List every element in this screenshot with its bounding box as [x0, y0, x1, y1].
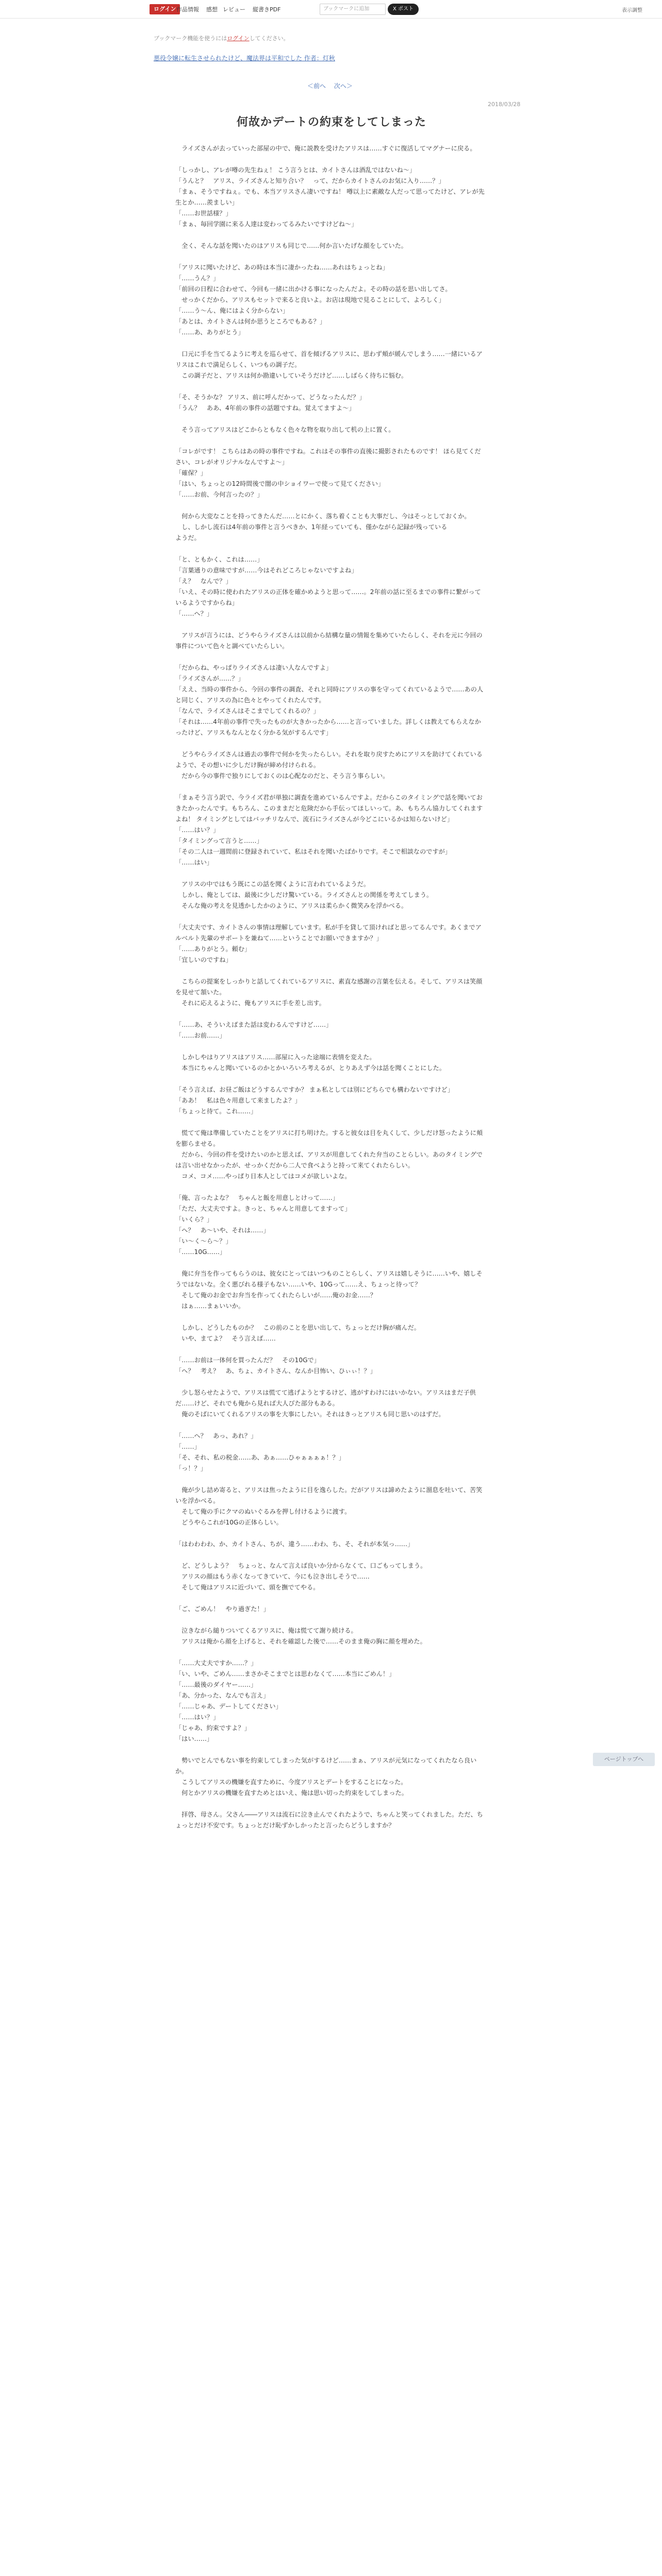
body-paragraph: 「しっかし、アレが噂の先生ねぇ！ こう言うとは、カイトさんは酒乱ではないね〜」	[175, 166, 416, 174]
body-paragraph	[175, 1117, 485, 1128]
body-paragraph: 拝啓、母さん。父さん――アリスは流石に泣き止んでくれたようで、ちゃんと笑ってくれました。ただ、ちょっとだけ不安です。ちょっとだけ恥ずかしかったと言ったらどうしますか？	[175, 1811, 483, 1829]
body-paragraph: 「そう言えば、お昼ご飯はどうするんですか？ まぁ私としては別にどちらでも構わないですけど」	[175, 1086, 454, 1093]
body-paragraph: 「ライズさんが……？」	[175, 675, 244, 682]
body-paragraph	[175, 544, 485, 554]
body-paragraph: アリスが言うには、どうやらライズさんは以前から結構な量の情報を集めていたらしく、それを元に今回の事件について色々と調べていたらしい。	[175, 632, 483, 650]
body-paragraph: 「確保？」	[175, 469, 207, 477]
body-paragraph	[175, 652, 485, 663]
notice-text-post: してください。	[249, 35, 289, 42]
body-paragraph: 「その二人は一週間前に登録されていて、私はそれを聞いたばかりです。そこで相談なのですが」	[175, 848, 452, 855]
bookmark-notice	[154, 34, 289, 42]
body-paragraph: どうやらこれが10Gの正体らしい。	[175, 1519, 283, 1526]
body-paragraph: そして俺のお金でお弁当を作ってくれたらしいが……俺のお金……？	[175, 1292, 376, 1299]
body-paragraph: 「いくら？」	[175, 1216, 213, 1223]
body-paragraph: 「タイミングって言うと……」	[175, 837, 263, 844]
body-paragraph: 「……ありがとう。頼む」	[175, 945, 251, 953]
body-paragraph: せっかくだから、アリスもセットで来ると良いよ。お店は現地で見ることにして、よろしく」	[175, 296, 445, 303]
body-paragraph	[175, 251, 485, 262]
body-paragraph: ようだ。	[175, 534, 201, 541]
body-paragraph: だから今の事件で独りにしておくのは心配なのだと、そう言う事らしい。	[175, 772, 389, 779]
body-paragraph: そして俺の手にクマのぬいぐるみを押し付けるように渡す。	[175, 1508, 351, 1515]
body-paragraph: 口元に手を当てるように考えを巡らせて、首を傾げるアリスに、思わず頬が緩んでしまう……一緒にいるアリスはこれで満足らしく、いつもの調子だ。	[175, 350, 483, 368]
body-paragraph: 俺のそばにいてくれるアリスの事を大事にしたい。それはきっとアリスも同じ思いのはずだ。	[175, 1411, 445, 1418]
body-paragraph: 「ちょっと待て。これ……」	[175, 1108, 257, 1115]
body-paragraph: 「……はい」	[175, 859, 213, 866]
body-paragraph: 「……10G……」	[175, 1248, 226, 1256]
body-paragraph: 「……はい？」	[175, 826, 220, 834]
login-button[interactable]: ログイン	[150, 4, 180, 14]
body-paragraph: 慌てて俺は準備していたことをアリスに打ち明けた。すると彼女は目を丸くして、少しだけ怒ったように頬を膨らませる。	[175, 1129, 483, 1147]
body-paragraph	[175, 500, 485, 511]
bookmark-add-box[interactable]: ブックマークに追加	[320, 4, 386, 15]
body-paragraph: ライズさんが去っていった部屋の中で、俺に説教を受けたアリスは……すぐに復活してマグナーに戻る。	[175, 145, 476, 152]
body-paragraph: 「あとは、カイトさんは何か思うところでもある？」	[175, 318, 326, 325]
body-paragraph	[175, 619, 485, 630]
body-paragraph: 「……はい？」	[175, 1714, 220, 1721]
body-paragraph: 「……う〜ん、俺にはよく分からない」	[175, 307, 289, 314]
body-paragraph	[175, 154, 485, 165]
body-paragraph: 何から大変なことを持ってきたんだ……とにかく、落ち着くことも大事だし、今はそっとしておくか。	[175, 513, 471, 520]
nav-item-review[interactable]: レビュー	[223, 6, 245, 13]
body-paragraph	[175, 435, 485, 446]
body-paragraph: 「じゃあ、約束ですよ？」	[175, 1724, 251, 1732]
body-paragraph: 「はい、ちょっとの12時間後で闇の中ショイワーで使って見てください」	[175, 480, 385, 487]
post-date: 2018/03/28	[488, 101, 521, 108]
body-paragraph	[175, 1074, 485, 1084]
body-paragraph: 「へ？ あ〜いや、それは……」	[175, 1227, 270, 1234]
body-paragraph: しかし、どうしたものか？ この前のことを思い出して、ちょっとだけ胸が痛んだ。	[175, 1324, 421, 1331]
body-paragraph: 「まぁそう言う訳で、今ライズ君が単独に調査を進めているんですよ。だからこのタイミングで話を聞いておきたかったんです。もちろん、このままだと危険だから手伝ってほしいって。あ、もちろん協力してくれますよね！ タイミングとしてはバッチリなんで、流石にライズさんが今どこにいるかは知らないけど」	[175, 794, 483, 823]
body-paragraph: 勢いでとんでもない事を約束してしまった気がするけど……まぁ、アリスが元気になってくれたなら良いか。	[175, 1757, 477, 1775]
body-paragraph: 「大丈夫です、カイトさんの事情は理解しています。私が手を貸して頂ければと思ってるんです。あくまでアルベルト先輩のサポートを兼ねて……ということでお願いできますか？」	[175, 924, 482, 942]
body-paragraph: こちらの提案をしっかりと話してくれているアリスに、素直な感謝の言葉を伝える。そして、アリスは笑顔を見せて頷いた。	[175, 978, 483, 996]
chapter-body	[175, 143, 485, 1831]
body-paragraph: 「うんと？ アリス、ライズさんと知り合い？ って、だからカイトさんのお気に入り……？」	[175, 177, 445, 184]
body-paragraph: 「言葉通りの意味ですが……今はそれどころじゃないですよね」	[175, 567, 358, 574]
body-paragraph: 「……お世話様？」	[175, 210, 232, 217]
body-paragraph: 「そ、そうかな？ アリス、前に呼んだかって、どうなったんだ？」	[175, 394, 366, 401]
page-top-button[interactable]: ページトップへ	[593, 1753, 655, 1766]
body-paragraph	[175, 338, 485, 349]
body-paragraph	[175, 1182, 485, 1193]
body-paragraph	[175, 1420, 485, 1431]
body-paragraph: 「……大丈夫ですか……？」	[175, 1659, 257, 1667]
body-paragraph: 本当にちゃんと聞いているのかとかいろいろ考えるが、とりあえず今は話を聞くことにした。	[175, 1064, 446, 1072]
body-paragraph: アリスの中ではもう既にこの話を聞くように言われているようだ。	[175, 880, 370, 888]
body-paragraph: どうやらライズさんは過去の事件で何かを失ったらしい。それを取り戻すためにアリスを助けてくれているようで、その想いに少しだけ胸が締め付けられる。	[175, 751, 483, 769]
body-paragraph: 「ええ、当時の事件から、今回の事件の調査、それと同時にアリスの事を守ってくれているようで……あの人と同じく、アリスの為に色々とやってくれたんです。	[175, 686, 484, 704]
body-paragraph	[175, 230, 485, 241]
pager-top	[304, 81, 356, 90]
body-paragraph	[175, 1528, 485, 1539]
body-paragraph	[175, 1799, 485, 1809]
body-paragraph: 「俺、言ったよな？ ちゃんと飯を用意しとけって……」	[175, 1194, 339, 1201]
body-paragraph: アリスは俺から顔を上げると、それを確認した後で……そのまま俺の胸に顔を埋めた。	[175, 1638, 426, 1645]
body-paragraph: 俺が少し詰め寄ると、アリスは焦ったように目を逸らした。だがアリスは諦めたように溜息を吐いて、苦笑いを浮かべる。	[175, 1486, 483, 1504]
body-paragraph: 「……あ、そういえばまた話は変わるんですけど……」	[175, 1021, 333, 1028]
body-paragraph: 「……へ？」	[175, 610, 213, 617]
body-paragraph: 「いえ、その時に使われたアリスの正体を確かめようと思って……。2年前の話に至るまでの事件に繋がっているようですからね」	[175, 588, 481, 606]
body-paragraph: 「あ、分かった、なんでも言え」	[175, 1692, 270, 1699]
body-paragraph: しかしやはりアリスはアリス……部屋に入った途端に表情を変えた。	[175, 1054, 376, 1061]
body-paragraph: 「い〜く〜ら〜？」	[175, 1238, 232, 1245]
body-paragraph: 「……へ？ あっ、あれ？」	[175, 1432, 257, 1439]
body-paragraph	[175, 1647, 485, 1658]
body-paragraph: 「前回の日程に合わせて、今回も一緒に出かける事になったんだよ。その時の話を思い出してさ。	[175, 285, 452, 293]
body-paragraph: アリスの顔はもう赤くなってきていて、今にも泣き出しそうで……	[175, 1573, 370, 1580]
body-paragraph: 「はい……」	[175, 1735, 213, 1742]
nav-item-info[interactable]: 作品情報	[176, 6, 199, 13]
body-paragraph: 全く、そんな話を聞いたのはアリスも同じで……何か言いたげな顔をしていた。	[175, 242, 407, 249]
body-paragraph	[175, 1312, 485, 1323]
body-paragraph: 「まぁ、毎回学園に来る人達は変わってるみたいですけどね〜」	[175, 221, 358, 228]
notice-login-link[interactable]: ログイン	[227, 35, 250, 42]
body-paragraph: 「……じゃあ、デートしてください」	[175, 1703, 282, 1710]
body-paragraph	[175, 1009, 485, 1020]
next-link[interactable]: 次へ＞	[334, 82, 353, 90]
body-paragraph: 何とかアリスの機嫌を直すためとはいえ、俺は思い切った約束をしてしまった。	[175, 1789, 408, 1797]
body-paragraph	[175, 1744, 485, 1755]
body-paragraph: 「コレがです！ こちらはあの時の事件ですね。これはその事件の直後に撮影されたものです！ ほら見てください、コレがオリジナルなんですよ〜」	[175, 448, 481, 466]
body-paragraph: そして俺はアリスに近づいて、頭を撫でてやる。	[175, 1584, 320, 1591]
body-paragraph: 「……お前、今何言ったの？」	[175, 491, 263, 498]
notice-text-pre: ブックマーク機能を使うには	[154, 35, 227, 42]
body-paragraph: 「……うん？」	[175, 275, 220, 282]
body-paragraph: 「なんで、ライズさんはそこまでしてくれるの？」	[175, 707, 320, 715]
body-paragraph: 「い、いや、ごめん……まさかそこまでとは思わなくて……本当にごめん！」	[175, 1670, 395, 1677]
body-paragraph: 「それは……4年前の事件で失ったものが大きかったから……と言っていました。詳しくは教えてもらえなかったけど、アリスもなんとなく分かる気がするんです」	[175, 718, 481, 736]
body-paragraph	[175, 1344, 485, 1355]
body-paragraph: そう言ってアリスはどこからともなく色々な物を取り出して机の上に置く。	[175, 426, 395, 433]
body-paragraph	[175, 1474, 485, 1485]
body-paragraph	[175, 738, 485, 749]
body-paragraph	[175, 1593, 485, 1604]
body-paragraph: 「ああ！ 私は色々用意して来ましたよ？」	[175, 1097, 301, 1104]
body-paragraph	[175, 1258, 485, 1268]
body-paragraph: はぁ……まぁいいか。	[175, 1302, 245, 1310]
body-paragraph: ど、どうしよう？ ちょっと、なんて言えば良いか分からなくて、口ごもってしまう。	[175, 1562, 427, 1569]
body-paragraph: 「アリスに聞いたけど、あの時は本当に凄かったね……あれはちょっとね」	[175, 264, 389, 271]
body-paragraph: 俺に弁当を作ってもらうのは、彼女にとってはいつものことらしく、アリスは嬉しそうに……いや、嬉しそうではないな。全く悪びれる様子もない……いや、10Gって……え、ちょっと待って？	[175, 1270, 483, 1288]
body-paragraph: 「まぁ、そうですねぇ。でも、本当アリスさん凄いですね！ 噂以上に素敵な人だって思ってたけど、アレが先生とか……羨ましい」	[175, 188, 485, 206]
body-paragraph	[175, 381, 485, 392]
body-paragraph: 「そ、それ、私の税金……あ、あぁ……ひゃぁぁぁぁ！？」	[175, 1454, 345, 1461]
body-paragraph: 「うん？ ああ、4年前の事件の話題ですね。覚えてますよ〜」	[175, 404, 355, 412]
body-paragraph: し、しかし流石は4年前の事件と言うべきか、1年経っていても、僅かながら記録が残っている	[175, 523, 448, 531]
body-paragraph: だから、今回の件を受けたいのかと思えば、アリスが用意してくれた弁当のことらしい。あのタイミングでは言い出せなかったが、せっかくだから二人で食べようと持って来てくれたらしい。	[175, 1151, 483, 1169]
body-paragraph: 「え？ なんで？」	[175, 578, 232, 585]
body-paragraph	[175, 1041, 485, 1052]
body-paragraph: 「……」	[175, 1443, 201, 1450]
nav-item-pdf[interactable]: 縦書きPDF	[253, 6, 281, 13]
body-paragraph: 「っ！？」	[175, 1465, 207, 1472]
body-paragraph: 少し怒らせたようで、アリスは慌てて逃げようとするけど、逃がすわけにはいかない。アリスはまだ子供だ……けど、それでも俺から見れば大人びた部分もある。	[175, 1389, 476, 1407]
body-paragraph: 「だからね、やっぱりライズさんは凄い人なんですよ」	[175, 664, 333, 671]
body-paragraph: 「ご、ごめん！ やり過ぎた！」	[175, 1605, 270, 1613]
body-paragraph	[175, 1377, 485, 1387]
body-paragraph: それに応えるように、俺もアリスに手を差し出す。	[175, 999, 325, 1007]
chapter-title: 何故かデートの約束をしてしまった	[236, 116, 426, 129]
display-settings-link[interactable]: 表示調整	[622, 8, 642, 13]
top-header	[0, 0, 662, 19]
body-paragraph: こうしてアリスの機嫌を直すために、今度アリスとデートをすることになった。	[175, 1778, 407, 1786]
body-paragraph: コメ、コメ……やっぱり日本人としてはコメが欲しいよな。	[175, 1173, 351, 1180]
body-paragraph	[175, 1550, 485, 1561]
body-paragraph	[175, 868, 485, 879]
body-paragraph: そんな俺の考えを見透かしたかのように、アリスは柔らかく微笑みを浮かべる。	[175, 902, 408, 909]
body-paragraph: 「ただ、大丈夫ですよ。きっと、ちゃんと用意してますって」	[175, 1205, 351, 1212]
body-paragraph: しかし、俺としては、最後に少しだけ驚いている。ライズさんとの関係を考えてしまう。	[175, 891, 433, 899]
body-paragraph	[175, 911, 485, 922]
body-paragraph	[175, 782, 485, 792]
body-paragraph: 「……お前は一体何を買ったんだ？ その10Gで」	[175, 1357, 320, 1364]
body-paragraph: 「と、ともかく、これは……」	[175, 556, 263, 563]
body-paragraph: いや、まてよ？ そう言えば……	[175, 1335, 276, 1342]
body-paragraph: 「へ？ 考え？ あ、ちょ、カイトさん、なんか目怖い、ひぃぃ！？」	[175, 1367, 376, 1375]
series-title-link[interactable]: 悪役令嬢に転生させられたけど、魔法界は平和でした 作者：灯秋	[154, 55, 335, 62]
body-paragraph: この調子だと、アリスは何か勘違いしていそうだけど……しばらく待ちに悩む。	[175, 372, 408, 379]
nav-item-impressions[interactable]: 感想	[206, 6, 218, 13]
body-paragraph	[175, 414, 485, 425]
body-paragraph: 泣きながら縋りついてくるアリスに、俺は慌てて謝り続ける。	[175, 1627, 357, 1634]
body-paragraph: 「……あ、ありがとう」	[175, 329, 244, 336]
body-paragraph: 「宜しいのですね」	[175, 956, 232, 963]
body-paragraph	[175, 1615, 485, 1625]
prev-link[interactable]: ＜前へ	[307, 82, 326, 90]
x-post-button[interactable]: X ポスト	[388, 4, 419, 15]
body-paragraph	[175, 965, 485, 976]
body-paragraph: 「はわわわわ、か、カイトさん、ちが、違う……わわ、ち、そ、それが本気っ……」	[175, 1540, 414, 1548]
body-paragraph: 「……最後のダイヤー……」	[175, 1681, 257, 1688]
body-paragraph: 「……お前……」	[175, 1032, 226, 1039]
